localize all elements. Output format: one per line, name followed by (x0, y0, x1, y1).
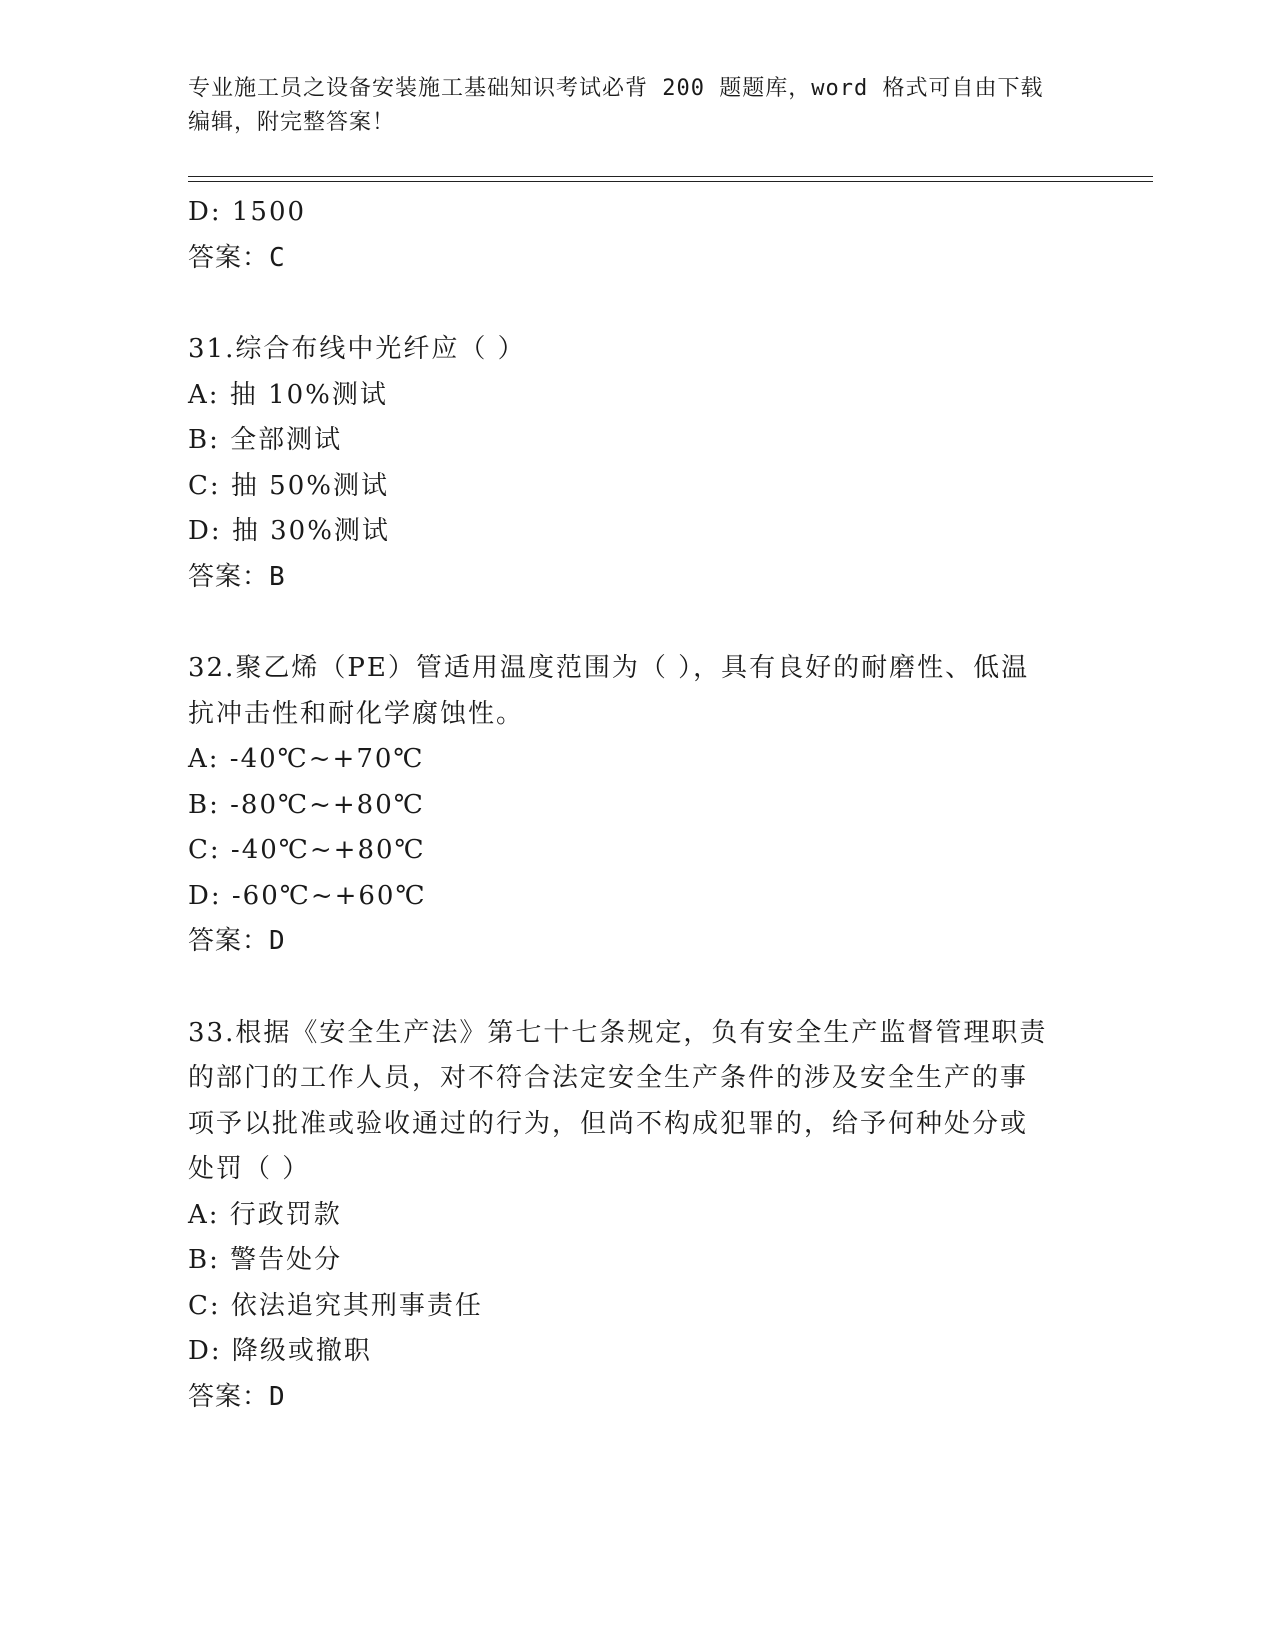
question-stem (188, 1011, 1088, 1193)
option-d: D: 降级或撤职 (188, 1336, 372, 1366)
question-32 (188, 646, 1088, 965)
option-a: A: 抽 10%测试 (188, 379, 388, 410)
answer-line: 答案：D (188, 1381, 286, 1412)
option-d: D: -60℃~+60℃ (188, 880, 427, 911)
option-c: C: -40℃~+80℃ (188, 835, 426, 865)
answer-line: 答案：D (188, 926, 286, 956)
question-stem (188, 646, 1088, 737)
header-title-line-2: 编辑，附完整答案！ (188, 110, 396, 135)
header-divider-top (188, 176, 1153, 177)
question-stem-line: 31.综合布线中光纤应（ ） (188, 334, 526, 364)
option-d: D: 抽 30%测试 (188, 516, 390, 546)
question-31 (188, 327, 1088, 600)
answer-line: 答案：B (188, 561, 286, 592)
question-stem-line: 32.聚乙烯（PE）管适用温度范围为（ ），具有良好的耐磨性、低温 (188, 653, 1030, 683)
option-c: C: 抽 50%测试 (188, 470, 389, 501)
document-body (188, 190, 1088, 1466)
question-stem-line: 项予以批准或验收通过的行为，但尚不构成犯罪的，给予何种处分或 (188, 1108, 1029, 1139)
option-a: A: 行政罚款 (188, 1199, 342, 1230)
question-30-continuation (188, 190, 1088, 281)
option-c: C: 依法追究其刑事责任 (188, 1290, 483, 1321)
question-stem (188, 327, 1088, 373)
question-stem-line: 处罚（ ） (188, 1154, 311, 1184)
option-b: B: 警告处分 (188, 1245, 343, 1275)
question-stem-line: 的部门的工作人员，对不符合法定安全生产条件的涉及安全生产的事 (188, 1063, 1029, 1093)
header-divider-bottom (188, 181, 1153, 182)
answer-line: 答案：C (188, 242, 286, 273)
option-a: A: -40℃~+70℃ (188, 744, 425, 774)
document-header (188, 72, 1068, 140)
question-33 (188, 1011, 1088, 1421)
option-d: D: 1500 (188, 197, 307, 227)
option-b: B: 全部测试 (188, 425, 343, 455)
question-stem-line: 抗冲击性和耐化学腐蚀性。 (188, 698, 525, 729)
option-b: B: -80℃~+80℃ (188, 789, 425, 820)
header-title-line-1: 专业施工员之设备安装施工基础知识考试必背 200 题题库，word 格式可自由下载 (188, 76, 1044, 101)
question-stem-line: 33.根据《安全生产法》第七十七条规定，负有安全生产监督管理职责 (188, 1017, 1048, 1048)
